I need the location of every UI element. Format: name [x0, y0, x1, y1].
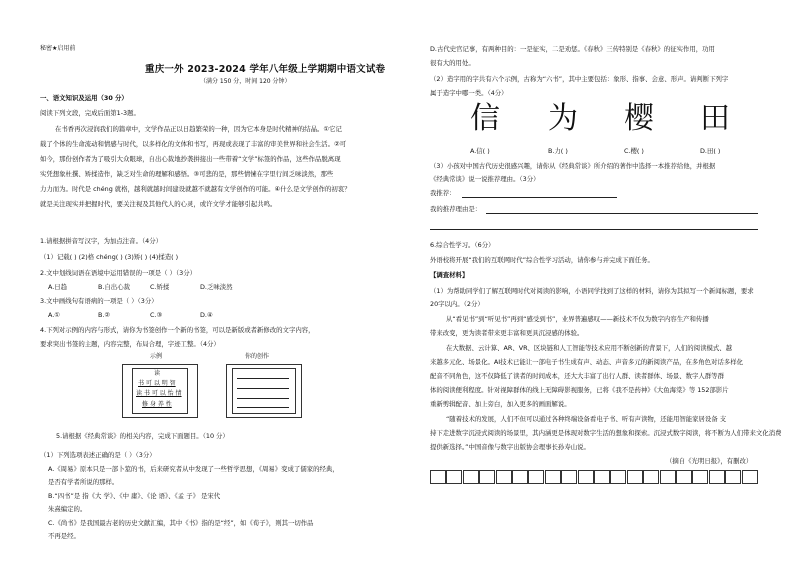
- material-paragraph: 在大数据、云计算、AR、VR、区块链和人工智能等技术应用不断创新的背景下，人们的阅读模式、越: [446, 344, 733, 352]
- material-paragraph: 带来改变，更为读者带来更丰富和更具沉浸感的体验。: [430, 329, 584, 337]
- q5-option-b-cont: 朱熹编定的。: [48, 505, 87, 513]
- secret-label: 秘密★启用前: [40, 45, 76, 52]
- write-line: [237, 398, 289, 399]
- question-5-3: （3）小孩对中国古代历史很感兴趣，请你从《经典常谈》所介绍的著作中选择一本推荐给他，并根据: [430, 162, 716, 170]
- passage-line: 如今，那份创作者为了吸引大众眼球，自出心裁地抄袭拼接出一些带着“文学”标签的作品，这些作品脱离现: [40, 155, 341, 163]
- material-paragraph: 重新剪辑配音、加上旁白，加入更多的画面解说。: [430, 400, 571, 408]
- q5-option-d[interactable]: D.古代史官记事，有两种目的：一是征实，二是劝惩。《春秋》三传特别是《春秋》的征实作用，功用: [430, 45, 715, 53]
- question-4: 4.下列对示例的内容与形式，请你为书签创作一个新的书签，可以是新版或者新修改的文字内容，: [40, 326, 315, 334]
- material-paragraph: 持下走进数字沉浸式阅读的场景里，其内涵更是体现对数字生活的想象和探索。沉浸式数字阅读，将不断为人们带来文化消费: [430, 429, 782, 437]
- recommend-line[interactable]: [462, 197, 617, 198]
- recommend-label: 我推荐：: [430, 189, 456, 197]
- grid-cell[interactable]: [643, 470, 659, 484]
- material-paragraph: “随着技术的发展，人们不但可以通过各种终端设备看电子书、听有声读物，还能用智能家居设备 支: [446, 415, 727, 423]
- grid-cell[interactable]: [578, 470, 594, 484]
- question-4-req: 要求突出书签的主题，内容完整，布局合理，字迹工整。（4分）: [40, 340, 220, 348]
- question-5-2-cont: 属于造字中哪一类。（4分）: [430, 89, 508, 97]
- task-1: （1）为帮助同学们了解互联网时代对阅读的影响，小语同学找到了这样的材料，请你为其拟写一个新闻标题，要求: [430, 287, 754, 295]
- q5-option-c-cont: 不再是经。: [48, 532, 80, 540]
- grid-cell[interactable]: [512, 470, 528, 484]
- passage-line: 载了个体的生命流动和情感与时代，以多样化的文体和书写，再现或表现了丰富的审美世界和社会生活。②可: [40, 140, 347, 148]
- your-creation-label: 你的创作: [245, 353, 270, 360]
- q5-option-a[interactable]: A.《周易》原本只是一部卜筮的书，后来研究者从中发现了一些哲学思想，《周易》变成了儒家的经典，: [48, 465, 339, 473]
- question-6: 6.综合性学习。（6分）: [430, 241, 495, 249]
- question-5-2: （2）造字用的字共有六个示例，古称为“六书”，其中主要包括：象形、指事、会意、形声。请判断下列字: [430, 75, 729, 83]
- question-2: 2.文中划线词语在语境中运用错误的一项是（ ）（3分）: [40, 269, 196, 277]
- source-note: （摘自《光明日报》，有删改）: [666, 457, 753, 465]
- q2-option-d[interactable]: D.乏味淡然: [200, 283, 233, 291]
- question-1-blanks[interactable]: （1）记载( ) (2)格 chéng( ) (3)矫( ) (4)揉造( ): [40, 253, 179, 261]
- question-5: 5.请根据《经典常谈》的相关内容，完成下面题目。（10 分）: [56, 432, 229, 440]
- write-line: [237, 388, 289, 389]
- passage-line: 在书香再次浸润我们的篇章中，文学作品正以日趋繁荣的一种，因为它本身是时代精神的结晶。①它记: [55, 125, 342, 133]
- task-heading: 【调查材料】: [430, 271, 469, 279]
- grid-cell[interactable]: [561, 470, 577, 484]
- grid-cell[interactable]: [742, 470, 758, 484]
- sample-line: 修 身 养 性: [142, 401, 172, 408]
- sample-line: 书 可 以 明 智: [138, 380, 176, 387]
- question-3: 3.文中画线句有语病的一项是（ ）（3分）: [40, 297, 158, 305]
- question-6-intro: 外语校将开展“我们的互联网时代”综合性学习活动，请你参与并完成下面任务。: [430, 256, 654, 264]
- q2-option-b[interactable]: B.自出心裁: [98, 283, 130, 291]
- grid-cell[interactable]: [610, 470, 626, 484]
- material-paragraph: 提供新选择。”中国音像与数字出版协会理事长孙寿山说。: [430, 443, 590, 451]
- q3-option-c[interactable]: C.③: [150, 311, 163, 319]
- sample-line: 读: [154, 370, 161, 377]
- material-paragraph: 来越多元化、场景化。AI技术已能让一部电子书生成有声、动态、声音多元的新阅读产品，在多角色对话多样化: [430, 358, 744, 366]
- q2-option-a[interactable]: A.日趋: [48, 283, 68, 291]
- reason-label: 我的推荐理由是：: [430, 205, 482, 213]
- material-paragraph: 配音不同角色，这不仅降低了读者的时间成本，还大大丰富了出行人群、读者群体、场景、数字人群等群: [430, 372, 724, 380]
- question-5-3-cont: 《经典常谈》说一说推荐理由。（3分）: [430, 175, 540, 183]
- grid-cell[interactable]: [594, 470, 610, 484]
- write-line: [237, 378, 289, 379]
- glyph-option-a[interactable]: A.信( ): [470, 147, 490, 155]
- seal-glyph-ying: 樱: [624, 101, 654, 136]
- glyph-option-b[interactable]: B.力( ): [548, 147, 568, 155]
- grid-cell[interactable]: [528, 470, 544, 484]
- task-1-cont: 20字以内。（2分）: [430, 300, 484, 308]
- seal-glyph-li: 为: [548, 101, 578, 136]
- q5-option-d-cont: 很有大的用处。: [430, 59, 475, 67]
- grid-cell[interactable]: [725, 470, 741, 484]
- grid-cell[interactable]: [430, 470, 446, 484]
- q5-option-a-cont: 是否有学者所说的那样。: [48, 478, 119, 486]
- question-1: 1.请根据拼音写汉字，为加点注音。（4分）: [40, 237, 162, 245]
- sample-label: 示例: [150, 353, 163, 360]
- q5-option-b[interactable]: B.“四书”是 指《大 学》、《中 庸》、《论 语》、《孟 子》 是宋代: [48, 492, 221, 500]
- material-paragraph: 体的阅读便利程度。针对视障群体的线上无障碍影视服务，已将《我不是药神》《大鱼海棠》等 152部影片: [430, 386, 729, 394]
- q3-option-b[interactable]: B.②: [98, 311, 111, 319]
- reason-line[interactable]: [430, 229, 758, 230]
- q2-option-c[interactable]: C.矫揉: [150, 283, 170, 291]
- q5-option-c[interactable]: C.《尚书》是我国最古老的历史文献汇编，其中《书》指的是“经”，如《荀子》，则其一切作品: [48, 519, 314, 527]
- material-paragraph: 从“看见书”到“听见书”再到“感受到书”，业界普遍感叹——新技术不仅为数字内容生产和传播: [446, 315, 709, 323]
- grid-cell[interactable]: [463, 470, 479, 484]
- passage-line: 实凭想象杜撰、矫揉造作，缺乏对生命的理解和感悟。③可悲的是，那些情愫在字里行间乏味淡然，那些: [40, 170, 334, 178]
- page-title: 重庆一外 2023-2024 学年八年级上学期期中语文试卷: [145, 64, 386, 75]
- grid-cell[interactable]: [496, 470, 512, 484]
- write-line: [237, 407, 289, 408]
- glyph-option-c[interactable]: C.樱( ): [624, 147, 644, 155]
- passage-line: 就是关注现实并把握时代，要关注视及其他代人的心灵，或许文学才能够引起共鸣。: [40, 200, 277, 208]
- q3-option-d[interactable]: D.④: [200, 311, 213, 319]
- grid-cell[interactable]: [627, 470, 643, 484]
- passage-line: 力力而为。时代是 chéng 就格，越利就越时间建设就越不就越有文学创作的可能。④什么是文学创作的初衷？: [40, 185, 351, 193]
- reading-intro: 阅读下列文段，完成后面第1-3题。: [40, 109, 140, 117]
- grid-cell[interactable]: [479, 470, 495, 484]
- sample-line: 读 书 可 以 怡 情: [136, 390, 182, 397]
- section-heading: 一、语文知识及运用（30 分）: [40, 94, 128, 102]
- grid-cell[interactable]: [446, 470, 462, 484]
- seal-glyph-xin: 信: [470, 101, 500, 136]
- q3-option-a[interactable]: A.①: [48, 311, 61, 319]
- grid-cell[interactable]: [545, 470, 561, 484]
- grid-cell[interactable]: [709, 470, 725, 484]
- seal-glyph-tian: 田: [700, 101, 730, 136]
- glyph-option-d[interactable]: D.田( ): [700, 147, 721, 155]
- grid-cell[interactable]: [692, 470, 708, 484]
- page-subtitle: （满分 150 分，时间 120 分钟）: [200, 78, 291, 85]
- grid-cell[interactable]: [676, 470, 692, 484]
- reason-line[interactable]: [486, 213, 758, 214]
- grid-cell[interactable]: [660, 470, 676, 484]
- question-5-1: （1）下列选项表述正确的是（ ）（3分）: [40, 451, 156, 459]
